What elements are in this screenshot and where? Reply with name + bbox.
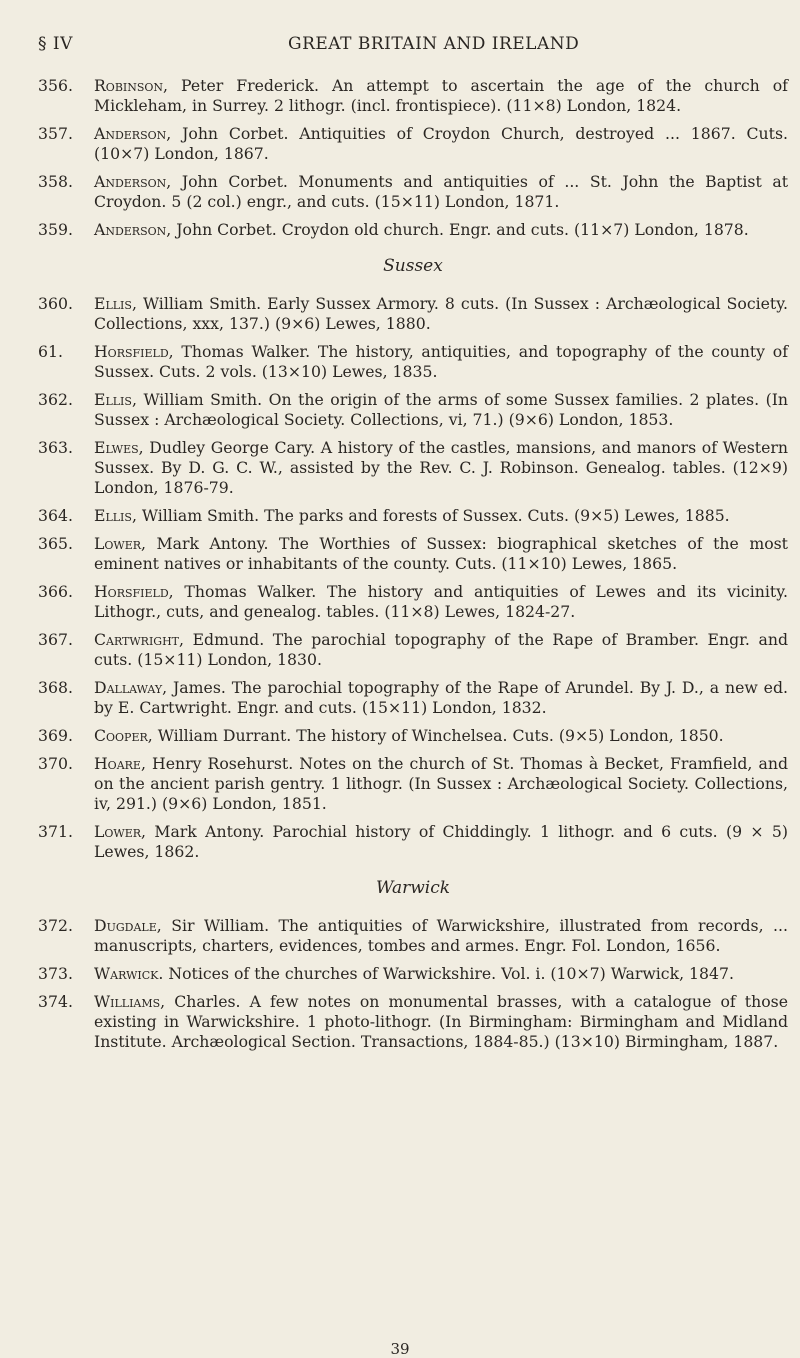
entry-author: Cooper, — [94, 726, 153, 745]
entry-author: Anderson, — [94, 220, 172, 239]
entry-author: Dugdale, — [94, 916, 162, 935]
entry-description: James. The parochial topography of the Rape of Arundel. By J. D., a new ed. by E. Cartwright. Engr. and cuts. (15×11) London, 1832. — [94, 678, 788, 717]
entry-number: 364. — [38, 506, 73, 525]
entry-number: 369. — [38, 726, 73, 745]
bibliography-entry — [38, 964, 788, 984]
bibliography-entry — [38, 630, 788, 670]
entry-text — [94, 678, 788, 718]
entry-text — [94, 124, 788, 164]
entry-number: 373. — [38, 964, 73, 983]
entry-author: Elwes, — [94, 438, 144, 457]
page-number: 39 — [390, 1340, 410, 1358]
bibliography-entry — [38, 822, 788, 862]
entry-description: Sir William. The antiquities of Warwickshire, illustrated from records, ... manuscripts, charters, evidences, tombes and armes. Engr. Fol. London, 1656. — [94, 916, 788, 955]
entry-text — [94, 172, 788, 212]
bibliography-entry — [38, 220, 788, 240]
entry-description: Edmund. The parochial topography of the Rape of Bramber. Engr. and cuts. (15×11) London, 1830. — [94, 630, 788, 669]
entry-text — [94, 76, 788, 116]
entry-number: 371. — [38, 822, 73, 841]
entry-author: Anderson, — [94, 172, 172, 191]
entry-text — [94, 342, 788, 382]
entry-text — [94, 220, 788, 240]
entry-number: 368. — [38, 678, 73, 697]
entry-number: 370. — [38, 754, 73, 773]
entry-number: 61. — [38, 342, 63, 361]
entry-description: Thomas Walker. The history, antiquities, and topography of the county of Sussex. Cuts. 2 vols. (13×10) Lewes, 1835. — [94, 342, 788, 381]
entry-author: Anderson, — [94, 124, 172, 143]
entry-text — [94, 822, 788, 862]
entry-number: 358. — [38, 172, 73, 191]
entry-text — [94, 964, 788, 984]
entry-author: Williams, — [94, 992, 166, 1011]
entry-number: 366. — [38, 582, 73, 601]
entry-author: Warwick. — [94, 964, 164, 983]
entry-number: 374. — [38, 992, 73, 1011]
running-header — [38, 34, 780, 58]
entry-text — [94, 754, 788, 814]
entry-description: John Corbet. Antiquities of Croydon Church, destroyed ... 1867. Cuts. (10×7) London, 1867. — [94, 124, 788, 163]
entry-author: Robinson, — [94, 76, 169, 95]
entry-text — [94, 726, 788, 746]
entry-description: William Smith. The parks and forests of Sussex. Cuts. (9×5) Lewes, 1885. — [136, 506, 730, 525]
entry-number: 372. — [38, 916, 73, 935]
bibliography-entry — [38, 582, 788, 622]
entry-author: Ellis, — [94, 506, 137, 525]
subheading-sussex: Sussex — [383, 256, 443, 276]
bibliography-entry — [38, 342, 788, 382]
bibliography-entry — [38, 76, 788, 116]
entry-text — [94, 916, 788, 956]
bibliography-entry — [38, 294, 788, 334]
entry-text — [94, 390, 788, 430]
entry-author: Horsfield, — [94, 582, 174, 601]
bibliography-entry — [38, 678, 788, 718]
bibliography-entry — [38, 916, 788, 956]
entry-number: 356. — [38, 76, 73, 95]
entry-author: Dallaway, — [94, 678, 168, 697]
entry-number: 360. — [38, 294, 73, 313]
entry-text — [94, 630, 788, 670]
entry-number: 363. — [38, 438, 73, 457]
entry-author: Hoare, — [94, 754, 146, 773]
entry-description: John Corbet. Monuments and antiquities of ... St. John the Baptist at Croydon. 5 (2 col.) engr., and cuts. (15×11) London, 1871. — [94, 172, 788, 211]
entry-description: William Smith. On the origin of the arms of some Sussex families. 2 plates. (In Sussex : Archæological Society. Collections, vi, 71.) (9×6) London, 1853. — [94, 390, 788, 429]
bibliography-list — [38, 76, 788, 1060]
section-mark: § IV — [38, 34, 73, 54]
entry-author: Ellis, — [94, 294, 137, 313]
bibliography-entry — [38, 390, 788, 430]
entry-number: 367. — [38, 630, 73, 649]
entry-description: Peter Frederick. An attempt to ascertain the age of the church of Mickleham, in Surrey. 2 lithogr. (incl. frontispiece). (11×8) London, 1824. — [94, 76, 788, 115]
entry-description: Charles. A few notes on monumental brasses, with a catalogue of those existing in Warwickshire. 1 photo-lithogr. (In Birmingham: Birmingham and Midland Institute. Archæological Section. Transactions, 1884-85.) (13×10) Birmingham, 1887. — [94, 992, 788, 1051]
entry-number: 365. — [38, 534, 73, 553]
entry-description: William Durrant. The history of Winchelsea. Cuts. (9×5) London, 1850. — [152, 726, 724, 745]
entry-text — [94, 534, 788, 574]
entry-number: 362. — [38, 390, 73, 409]
entry-text — [94, 294, 788, 334]
bibliography-entry — [38, 506, 788, 526]
entry-number: 359. — [38, 220, 73, 239]
bibliography-entry — [38, 172, 788, 212]
entry-author: Horsfield, — [94, 342, 174, 361]
running-title: GREAT BRITAIN AND IRELAND — [288, 34, 580, 54]
entry-description: Henry Rosehurst. Notes on the church of St. Thomas à Becket, Framfield, and on the ancient parish gentry. 1 lithogr. (In Sussex : Archæological Society. Collections, iv, 291.) (9×6) London, 1851. — [94, 754, 788, 813]
subheading-warwick: Warwick — [375, 878, 451, 898]
entry-text — [94, 582, 788, 622]
bibliography-entry — [38, 438, 788, 498]
entry-number: 357. — [38, 124, 73, 143]
entry-author: Ellis, — [94, 390, 137, 409]
entry-description: Dudley George Cary. A history of the castles, mansions, and manors of Western Sussex. By D. G. C. W., assisted by the Rev. C. J. Robinson. Genealog. tables. (12×9) London, 1876-79. — [94, 438, 788, 497]
entry-description: Thomas Walker. The history and antiquities of Lewes and its vicinity. Lithogr., cuts, and genealog. tables. (11×8) Lewes, 1824-27. — [94, 582, 788, 621]
bibliography-entry — [38, 992, 788, 1052]
bibliography-entry — [38, 534, 788, 574]
entry-description: Mark Antony. The Worthies of Sussex: biographical sketches of the most eminent natives or inhabitants of the county. Cuts. (11×10) Lewes, 1865. — [94, 534, 788, 573]
bibliography-entry — [38, 124, 788, 164]
entry-text — [94, 438, 788, 498]
bibliography-entry — [38, 726, 788, 746]
entry-description: William Smith. Early Sussex Armory. 8 cuts. (In Sussex : Archæological Society. Collections, xxx, 137.) (9×6) Lewes, 1880. — [94, 294, 788, 333]
entry-description: John Corbet. Croydon old church. Engr. and cuts. (11×7) London, 1878. — [171, 220, 749, 239]
entry-author: Lower, — [94, 534, 147, 553]
entry-text — [94, 506, 788, 526]
entry-description: Mark Antony. Parochial history of Chiddingly. 1 lithogr. and 6 cuts. (9 × 5) Lewes, 1862. — [94, 822, 788, 861]
entry-description: Notices of the churches of Warwickshire. Vol. i. (10×7) Warwick, 1847. — [163, 964, 734, 983]
entry-author: Cartwright, — [94, 630, 185, 649]
entry-text — [94, 992, 788, 1052]
bibliography-entry — [38, 754, 788, 814]
entry-author: Lower, — [94, 822, 147, 841]
